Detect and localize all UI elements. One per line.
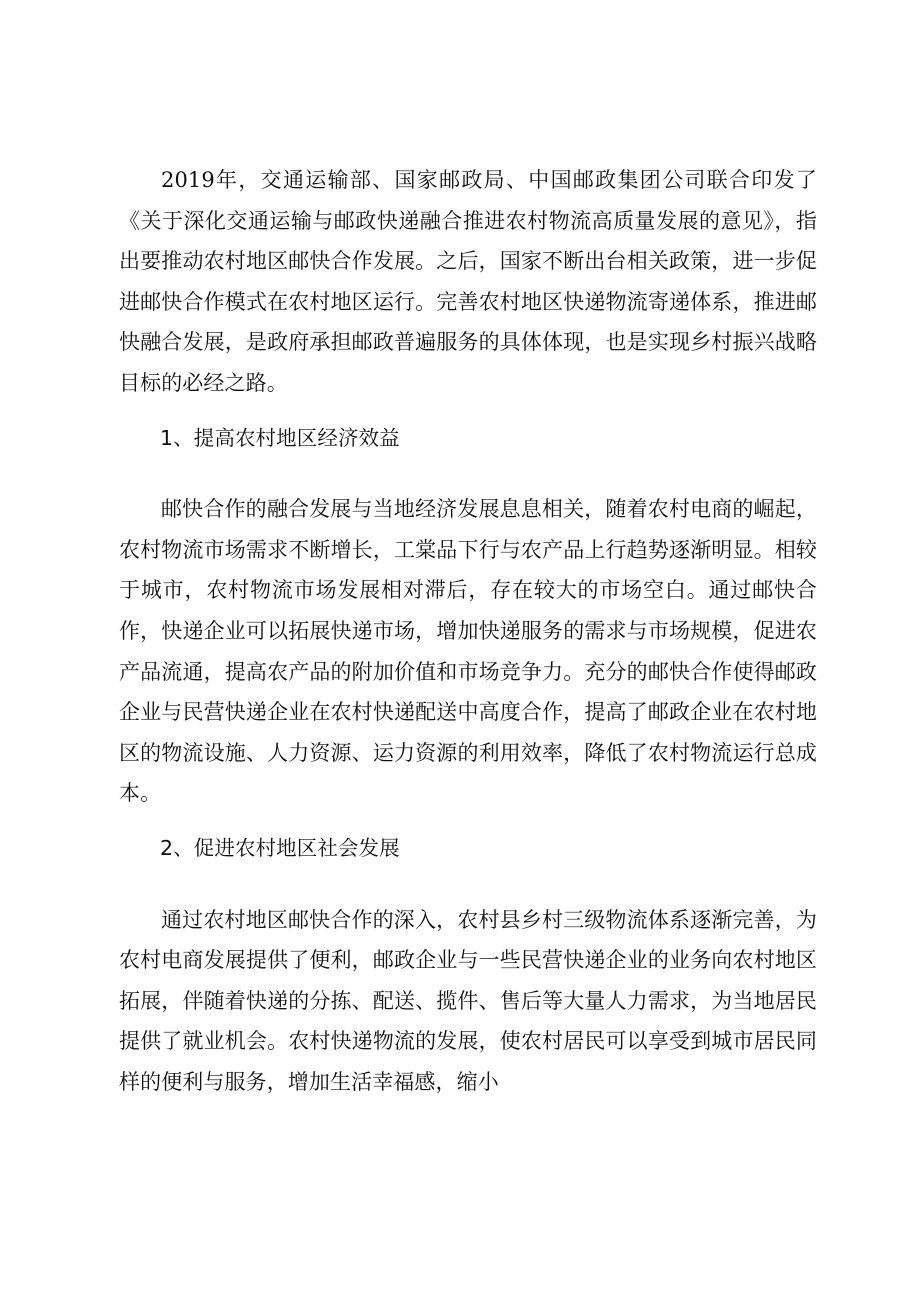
paragraph-economic-benefits: 邮快合作的融合发展与当地经济发展息息相关，随着农村电商的崛起，农村物流市场需求不断增长，工棠品下行与农产品上行趋势逐渐明显。相较于城市，农村物流市场发展相对滞后，存在较大的市场空白。通过邮快合作，快递企业可以拓展快递市场，增加快递服务的需求与市场规模，促进农产品流通，提高农产品的附加价值和市场竞争力。充分的邮快合作使得邮政企业与民营快递企业在农村快递配送中高度合作，提高了邮政企业在农村地区的物流设施、人力资源、运力资源的利用效率，降低了农村物流运行总成本。 [119,497,817,806]
paragraph-intro: 2019年，交通运输部、国家邮政局、中国邮政集团公司联合印发了《关于深化交通运输与邮政快递融合推进农村物流高质量发展的意见》，指出要推动农村地区邮快合作发展。之后，国家不断出台相关政策，进一步促进邮快合作模式在农村地区运行。完善农村地区快递物流寄递体系，推进邮快融合发展，是政府承担邮政普遍服务的具体体现，也是实现乡村振兴战略目标的必经之路。 [119,168,817,395]
document-body [119,160,817,1102]
section-heading-economic-benefits: 1、提高农村地区经济效益 [160,425,400,450]
paragraph-social-development: 通过农村地区邮快合作的深入，农村县乡村三级物流体系逐渐完善，为农村电商发展提供了便利，邮政企业与一些民营快递企业的业务向农村地区拓展，伴随着快递的分拣、配送、揽件、售后等大量人力需求，为当地居民提供了就业机会。农村快递物流的发展，使农村居民可以享受到城市居民同样的便利与服务，增加生活幸福感，缩小 [119,907,817,1094]
section-heading-social-development: 2、促进农村地区社会发展 [160,835,400,860]
